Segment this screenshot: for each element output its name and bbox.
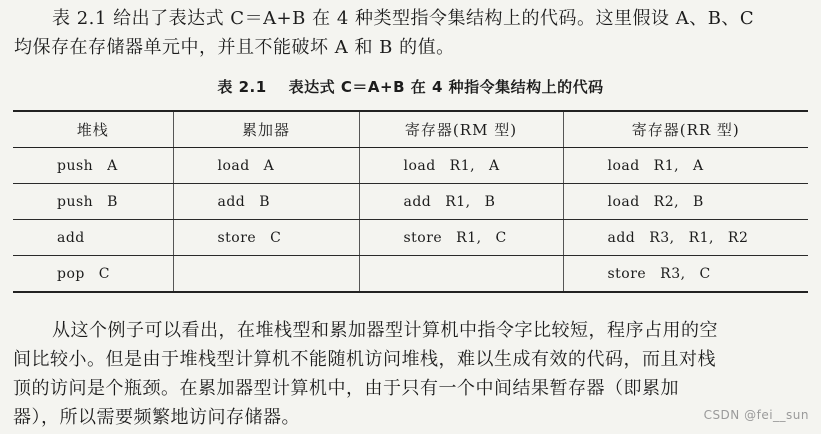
table-cell: add B [173, 184, 359, 220]
table-cell: pop C [13, 256, 173, 293]
table-cell: load R1, A [563, 148, 808, 184]
header-stack: 堆栈 [13, 111, 173, 148]
table-cell: add R3, R1, R2 [563, 220, 808, 256]
table-cell: load R1, A [359, 148, 563, 184]
intro-line: 表 2.1 给出了表达式 C＝A+B 在 4 种类型指令集结构上的代码。这里假设 A、B、C [52, 8, 755, 29]
table-cell: push B [13, 184, 173, 220]
table-cell: add [13, 220, 173, 256]
intro-line: 均保存在存储器单元中，并且不能破坏 A 和 B 的值。 [14, 37, 455, 58]
intro-paragraph [0, 4, 821, 62]
table-caption-number: 表 2.1 [217, 78, 267, 96]
table-row [13, 148, 808, 184]
table-cell [173, 256, 359, 293]
conclusion-line: 从这个例子可以看出，在堆栈型和累加器型计算机中指令字比较短，程序占用的空 [52, 320, 718, 341]
table-cell: add R1, B [359, 184, 563, 220]
table-row [13, 220, 808, 256]
table-cell: store R3, C [563, 256, 808, 293]
table-cell: load R2, B [563, 184, 808, 220]
header-accumulator: 累加器 [173, 111, 359, 148]
conclusion-line: 间比较小。但是由于堆栈型计算机不能随机访问堆栈，难以生成有效的代码，而且对栈 [13, 349, 716, 370]
header-register-rm: 寄存器(RM 型) [359, 111, 563, 148]
table-row [13, 184, 808, 220]
table-cell: store R1, C [359, 220, 563, 256]
table-header-row [13, 111, 808, 148]
table-cell: store C [173, 220, 359, 256]
table-caption [0, 76, 821, 97]
table-caption-text: 表达式 C＝A+B 在 4 种指令集结构上的代码 [288, 78, 604, 96]
table-cell: load A [173, 148, 359, 184]
table-cell: push A [13, 148, 173, 184]
conclusion-line: 器），所以需要频繁地访问存储器。 [13, 407, 300, 428]
conclusion-paragraph [0, 316, 821, 432]
conclusion-line: 顶的访问是个瓶颈。在累加器型计算机中，由于只有一个中间结果暂存器（即累加 [13, 378, 679, 399]
table-row [13, 256, 808, 293]
watermark: CSDN @fei__sun [703, 408, 809, 422]
instruction-set-code-table [13, 110, 808, 293]
header-register-rr: 寄存器(RR 型) [563, 111, 808, 148]
table-cell [359, 256, 563, 293]
